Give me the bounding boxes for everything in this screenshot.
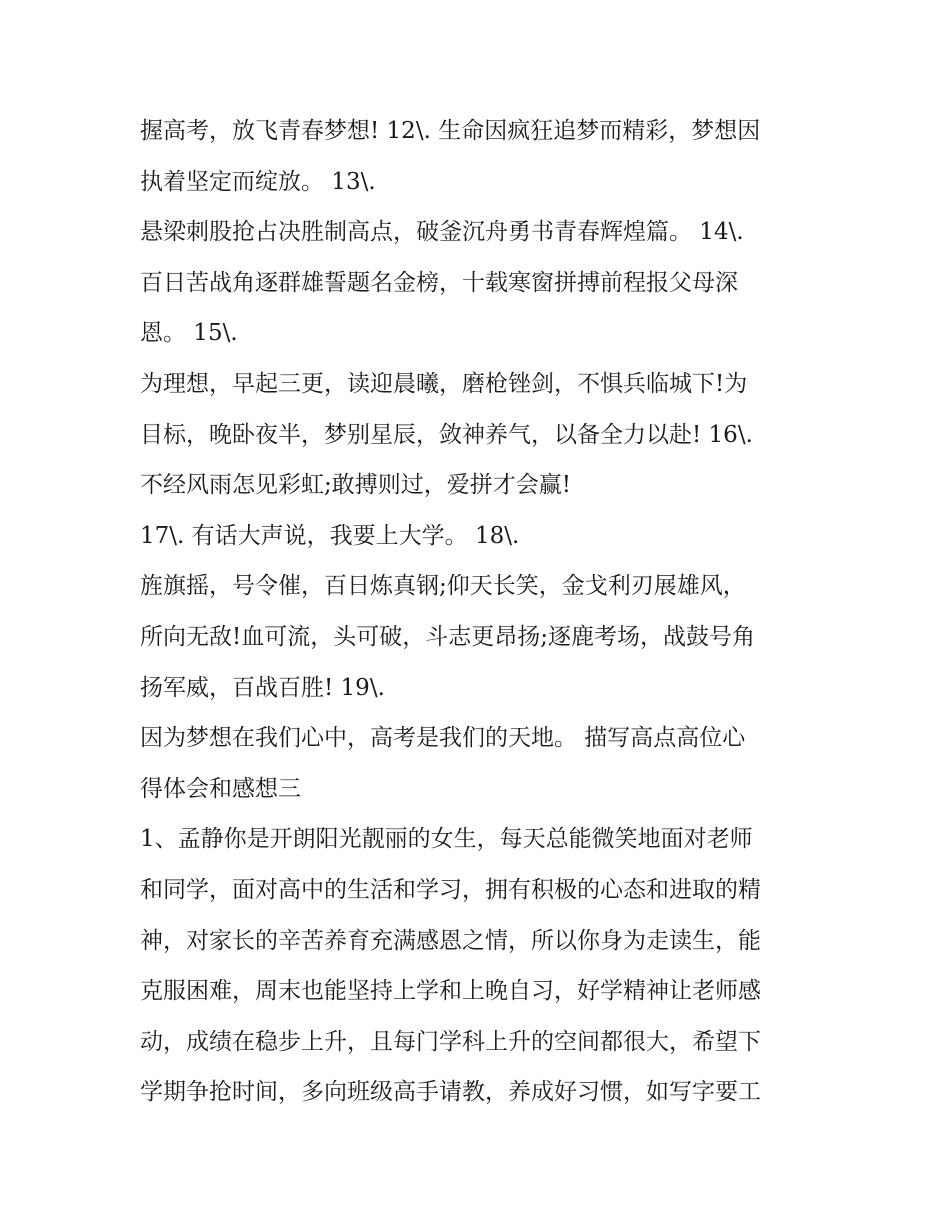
text-line: 为理想，早起三更，读迎晨曦，磨枪锉剑，不惧兵临城下!为 xyxy=(140,370,748,397)
text-line: 百日苦战角逐群雄誓题名金榜，十载寒窗拼搏前程报父母深 xyxy=(140,269,738,296)
text-line: 和同学，面对高中的生活和学习，拥有积极的心态和进取的精 xyxy=(140,876,761,903)
document-body xyxy=(140,106,820,1118)
text-line: 因为梦想在我们心中，高考是我们的天地。 描写高点高位心 xyxy=(140,725,746,752)
text-line: 目标，晚卧夜半，梦别星辰，敛神养气，以备全力以赴! 16\. xyxy=(140,421,753,448)
text-line: 神，对家长的辛苦养育充满感恩之情，所以你身为走读生，能 xyxy=(140,927,761,954)
text-line: 17\. 有话大声说，我要上大学。 18\. xyxy=(140,522,520,549)
text-line: 恩。 15\. xyxy=(140,320,238,347)
text-line: 克服困难，周末也能坚持上学和上晚自习，好学精神让老师感 xyxy=(140,978,761,1005)
text-line: 执着坚定而绽放。 13\. xyxy=(140,168,376,195)
text-line: 动，成绩在稳步上升，且每门学科上升的空间都很大，希望下 xyxy=(140,1028,761,1055)
text-line: 悬梁刺股抢占决胜制高点，破釜沉舟勇书青春辉煌篇。 14\. xyxy=(140,219,744,246)
text-line: 旌旗摇，号令催，百日炼真钢;仰天长笑，金戈利刃展雄风， xyxy=(140,573,746,600)
text-line: 学期争抢时间，多向班级高手请教，养成好习惯，如写字要工 xyxy=(140,1079,761,1106)
text-line: 扬军威，百战百胜! 19\. xyxy=(140,674,385,701)
text-line: 不经风雨怎见彩虹;敢搏则过，爱拼才会赢! xyxy=(140,472,571,499)
text-line: 所向无敌!血可流，头可破，斗志更昂扬;逐鹿考场，战鼓号角 xyxy=(140,623,755,650)
text-line: 握高考，放飞青春梦想! 12\. 生命因疯狂追梦而精彩，梦想因 xyxy=(140,118,761,144)
text-line: 1、孟静你是开朗阳光靓丽的女生，每天总能微笑地面对老师 xyxy=(140,826,753,853)
text-line: 得体会和感想三 xyxy=(140,775,301,802)
